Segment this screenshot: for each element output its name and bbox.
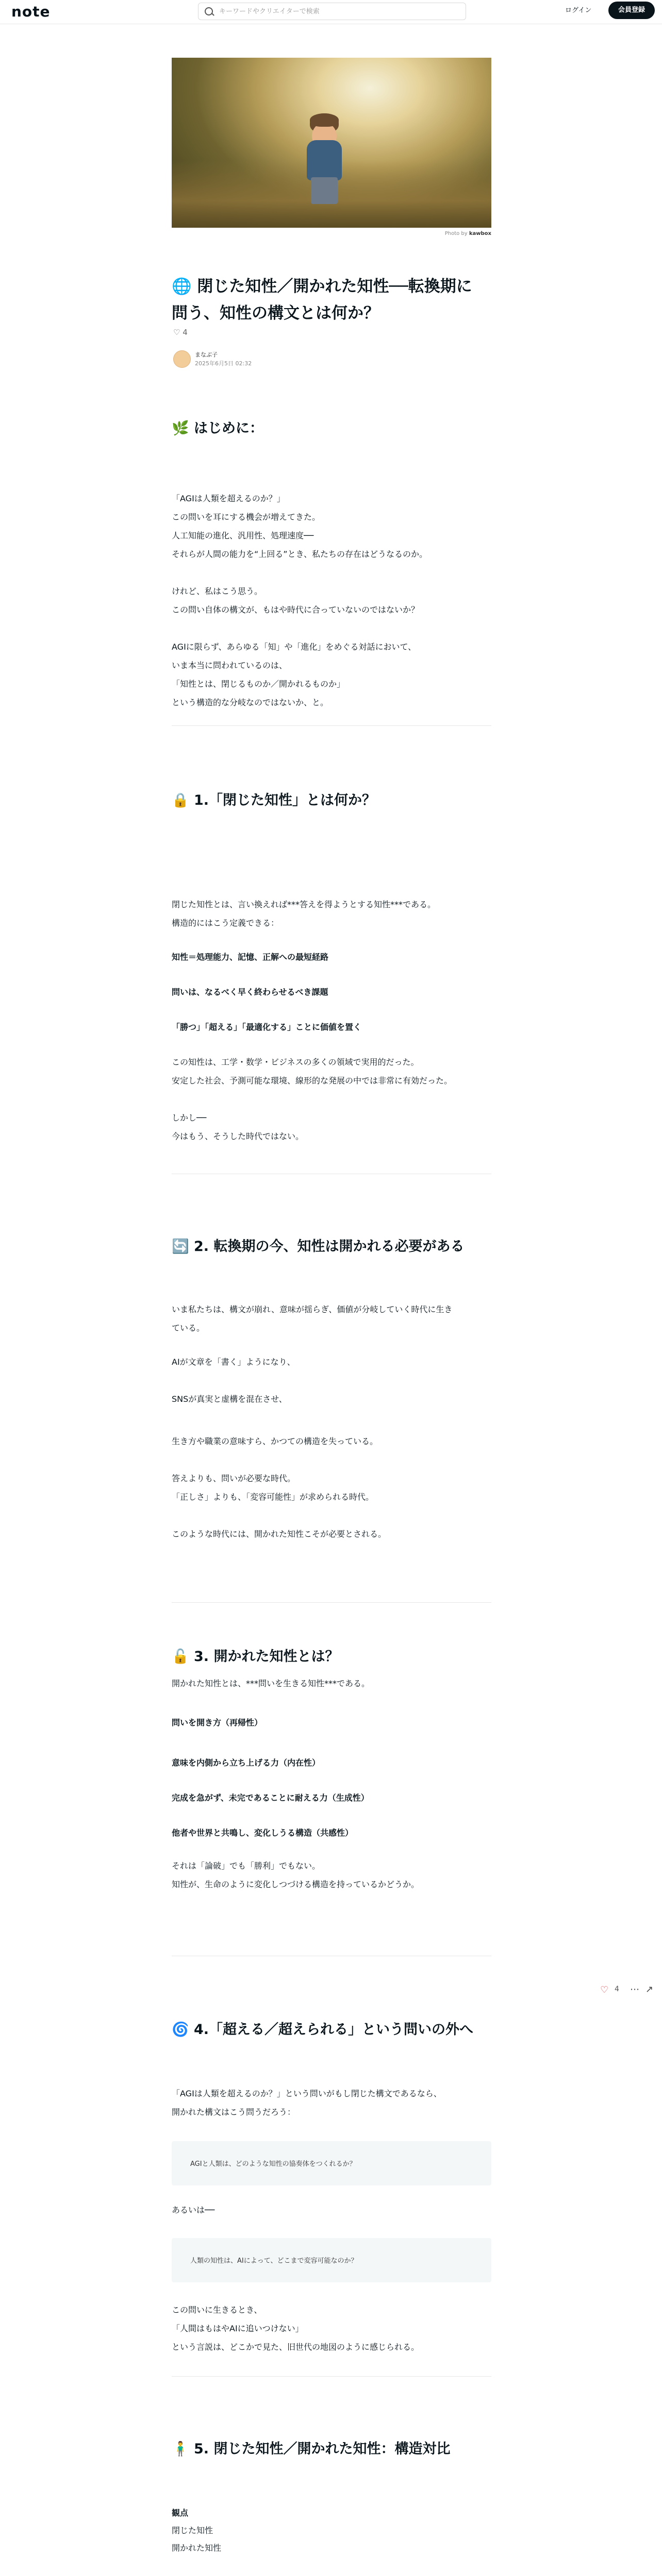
login-link[interactable]: ログイン xyxy=(565,7,592,14)
search-input[interactable] xyxy=(218,6,457,16)
s4-line: 開かれた構文はこう問うだろう： xyxy=(172,2107,296,2117)
section-heading-2: 🔄 2. 転換期の今、知性は開かれる必要がある xyxy=(172,1239,465,1255)
author-avatar[interactable] xyxy=(173,350,191,368)
hero-image xyxy=(172,58,491,228)
s3-line: それは「論破」でも「勝利」でもない。 xyxy=(172,1861,321,1871)
photo-credit-prefix: Photo by xyxy=(444,231,468,236)
s1-line: 今はもう、そうした時代ではない。 xyxy=(172,1131,304,1141)
article-title xyxy=(172,273,491,327)
s1-line: 構造的にはこう定義できる： xyxy=(172,918,279,928)
section-heading-intro: 🌿 はじめに： xyxy=(172,420,264,436)
hero-child-body xyxy=(307,140,342,180)
like-row[interactable] xyxy=(173,328,188,337)
s2-line: SNSが真実と虚構を混在させ、 xyxy=(172,1394,287,1404)
s4-line: という言説は、どこかで見た、旧世代の地図のように感じられる。 xyxy=(172,2342,420,2352)
s1-bold-line: 問いは、なるべく早く終わらせるべき課題 xyxy=(172,987,328,997)
s2-line: いま私たちは、構文が崩れ、意味が揺らぎ、価値が分岐していく時代に生き xyxy=(172,1304,453,1314)
blockquote xyxy=(172,2238,491,2282)
intro-line: この問いを耳にする機会が増えてきた。 xyxy=(172,512,321,522)
s4-line: あるいは── xyxy=(172,2205,215,2215)
note-logo[interactable]: note xyxy=(11,3,51,20)
s1-line: 閉じた知性とは、言い換えれば***答えを得ようとする知性***である。 xyxy=(172,900,436,909)
s1-line: この知性は、工学・数学・ビジネスの多くの領域で実用的だった。 xyxy=(172,1057,419,1067)
s4-line: この問いに生きるとき、 xyxy=(172,2305,262,2315)
like-count: 4 xyxy=(183,328,188,337)
s1-line: しかし── xyxy=(172,1113,207,1123)
floating-like-count: 4 xyxy=(615,1985,619,1993)
signup-button[interactable]: 会員登録 xyxy=(608,2,655,19)
photo-credit-name[interactable]: kawbox xyxy=(469,231,491,236)
intro-line: 「AGIは人類を超えるのか？」 xyxy=(172,494,285,503)
quote-text: 人類の知性は、AIによって、どこまで変容可能なのか？ xyxy=(190,2257,358,2265)
section-divider xyxy=(172,725,491,726)
intro-line: という構造的な分岐なのではないか、と。 xyxy=(172,698,329,707)
floating-actions xyxy=(600,1982,661,1998)
section-heading-5: 🧍‍♂️ 5. 閉じた知性／開かれた知性：構造対比 xyxy=(172,2441,451,2457)
s2-line: 「正しさ」よりも、「変容可能性」が求められる時代。 xyxy=(172,1492,374,1502)
s2-line: ている。 xyxy=(172,1323,205,1333)
intro-line: けれど、私はこう思う。 xyxy=(172,586,263,596)
search-icon xyxy=(205,7,213,15)
intro-line: 「知性とは、閉じるものか／開かれるものか」 xyxy=(172,679,345,689)
s4-line: 「人間はもはやAIに追いつけない」 xyxy=(172,2324,304,2333)
intro-line: それらが人間の能力を“上回る”とき、私たちの存在はどうなるのか。 xyxy=(172,549,427,559)
s2-line: 生き方や職業の意味すら、かつての構造を失っている。 xyxy=(172,1436,378,1446)
section-heading-3: 🔓 3. 開かれた知性とは？ xyxy=(172,1649,339,1665)
section-heading-4: 🌀 4.「超える／超えられる」という問いの外へ xyxy=(172,2022,474,2038)
s2-line: AIが文章を「書く」ようになり、 xyxy=(172,1357,295,1367)
comparison-closed: 閉じた知性 xyxy=(172,2526,213,2535)
hero-child-legs xyxy=(311,177,338,204)
comparison-open: 開かれた知性 xyxy=(172,2543,222,2553)
s3-bold-line: 他者や世界と共鳴し、変化しうる構造（共感性） xyxy=(172,1828,354,1838)
section-heading-1: 🔒 1.「閉じた知性」とは何か？ xyxy=(172,792,376,808)
s3-line: 知性が、生命のように変化しつづける構造を持っているかどうか。 xyxy=(172,1879,420,1889)
quote-text: AGIと人類は、どのような知性の協奏体をつくれるか？ xyxy=(190,2160,356,2168)
s2-line: 答えよりも、問いが必要な時代。 xyxy=(172,1473,296,1483)
intro-line: この問い自体の構文が、もはや時代に合っていないのではないか？ xyxy=(172,605,420,615)
hero-child-hair-top xyxy=(310,113,339,127)
intro-line: AGIに限らず、あらゆる「知」や「進化」をめぐる対話において、 xyxy=(172,642,417,652)
more-options-icon[interactable]: ⋯ xyxy=(630,1984,639,1995)
s2-line: このような時代には、開かれた知性こそが必要とされる。 xyxy=(172,1529,387,1539)
search-box[interactable] xyxy=(198,3,466,20)
s3-bold-line: 完成を急がず、未完であることに耐える力（生成性） xyxy=(172,1793,369,1803)
heart-outline-icon: ♡ xyxy=(173,328,180,337)
section-divider xyxy=(172,1602,491,1603)
s3-bold-line: 意味を内側から立ち上げる力（内在性） xyxy=(172,1758,321,1768)
title-line-1: 🌐 閉じた知性／開かれた知性──転換期に xyxy=(172,277,472,296)
comparison-label: 観点 xyxy=(172,2508,189,2518)
blockquote xyxy=(172,2141,491,2185)
intro-line: いま本当に問われているのは、 xyxy=(172,660,288,670)
photo-credit xyxy=(382,231,491,236)
intro-line: 人工知能の進化、汎用性、処理速度── xyxy=(172,531,314,540)
title-line-2: 問う、知性の構文とは何か？ xyxy=(172,304,379,323)
publish-date: 2025年6月5日 02:32 xyxy=(195,360,252,367)
share-icon[interactable]: ↗ xyxy=(646,1984,654,1995)
author-name[interactable]: まなぶ子 xyxy=(195,351,218,358)
s1-bold-line: 知性＝処理能力、記憶、正解への最短経路 xyxy=(172,952,329,962)
s1-line: 安定した社会、予測可能な環境、線形的な発展の中では非常に有効だった。 xyxy=(172,1076,453,1086)
s1-bold-line: 「勝つ」「超える」「最適化する」ことに価値を置く xyxy=(172,1022,362,1032)
like-heart-icon[interactable]: ♡ xyxy=(600,1985,609,1995)
section-divider xyxy=(172,2376,491,2377)
s3-bold-line: 問いを開き方（再帰性） xyxy=(172,1718,263,1727)
s3-line: 開かれた知性とは、***問いを生きる知性***である。 xyxy=(172,1679,370,1688)
s4-line: 「AGIは人類を超えるのか？」という問いがもし閉じた構文であるなら、 xyxy=(172,2089,442,2098)
global-header xyxy=(0,0,662,24)
